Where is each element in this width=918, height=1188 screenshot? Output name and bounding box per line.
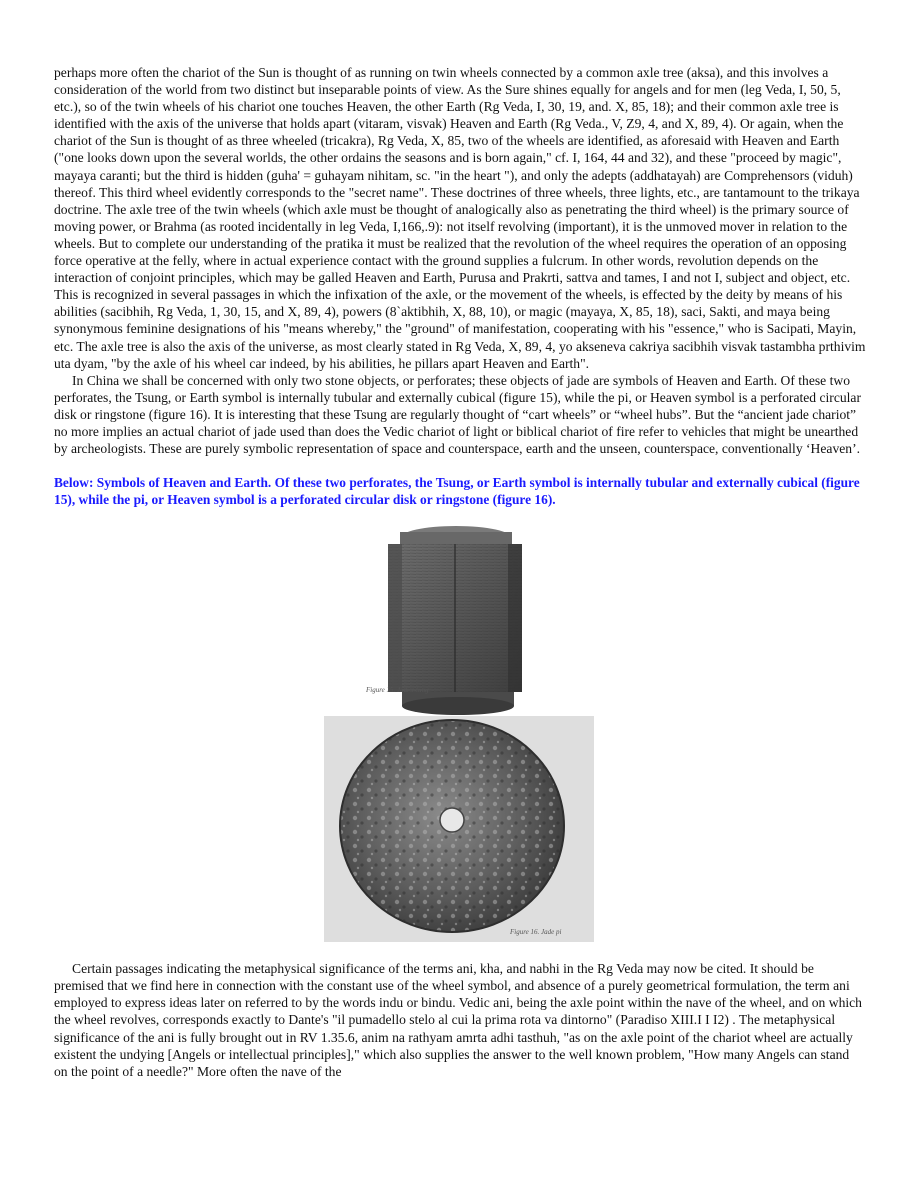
figure-caption: Below: Symbols of Heaven and Earth. Of these two perforates, the Tsung, or Earth symbol is internally tubular and externally cubical (figure 15), while the pi, or Heaven symbol is a perforated circular disk or ringstone (figure 16). [54,475,860,508]
body-paragraph: perhaps more often the chariot of the Sun is thought of as running on twin wheels connected by a common axle tree (aksa), and this involves a consideration of the world from two distinct but inseparable points of view. As the Sure shines equally for angels and for men (leg Veda, I, 50, 5, etc.), so of the twin wheels of his chariot one touches Heaven, the other Earth (Rg Veda, I, 30, 19, and. X, 85, 18); and their common axle tree is identified with the axis of the universe that holds apart (vitaram, visvak) Heaven and Earth (Rg Veda., V, Z9, 4, and X, 89, 4). Or again, when the chariot of the Sun is thought of as three wheeled (tricakra), Rg Veda, X, 85, two of the wheels are identified, as aforesaid with Heaven and Earth ("one looks down upon the several worlds, the other ordains the seasons and is born again," cf. I, 164, 44 and 32), and these "proceed by magic", mayaya caranti; but the third is hidden (guha' = guhayam nihitam, sc. "in the heart "), and only the adepts (addhatayah) are Comprehensors (viduh) thereof. This third wheel evidently corresponds to the "secret name". These doctrines of three wheels, three lights, etc., are tantamount to the trikaya doctrine. The axle tree of the twin wheels (which axle must be thought of analogically also as penetrating the third wheel) is the primary source of moving power, or Brahma (as rooted incidentally in leg Veda, I,166,.9): not itself revolving (important), it is the unmoved mover in relation to the wheels. But to complete our understanding of the pratika it must be realized that the revolution of the wheel requires the operation of an opposing force operative at the felly, where in actual experience contact with the ground supplies a fulcrum. In other words, revolution depends on the interaction of conjoint principles, which may be galled Heaven and Earth, Purusa and Prakrti, sattva and tames, I and not I, subject and object, etc. This is recognized in several passages in which the infixation of the axle, or the movement of the wheels, is effected by the deity by means of his abilities (sacibhih, Rg Veda, 1, 30, 15, and X, 89, 4), powers (8`aktibhih, X, 88, 10), or magic (mayaya, X, 85, 18), saci, Sakti, and maya being synonymous feminine designations of his "means whereby," the "ground" of manifestation, cooperating with his "essence," who is Sacipati, Mayin, etc. The axle tree is also the axis of the universe, as most clearly stated in Rg Veda, X, 89, 4, yo akseneva cakriya sacibhih visvak tastambha prthivim uta dyam, "by the axle of his wheel car indeed, by his abilities, he pillars apart Heaven and Earth". [54,65,866,371]
body-paragraph: In China we shall be concerned with only two stone objects, or perforates; these objects of jade are symbols of Heaven and Earth. Of these two perforates, the Tsung, or Earth symbol is internally tubular and externally cubical (figure 15), while the pi, or Heaven symbol is a perforated circular disk or ringstone (figure 16). It is interesting that these Tsung are regularly thought of “cart wheels” or “wheel hubs”. But the “ancient jade chariot” no more implies an actual chariot of jade used than does the Vedic chariot of light or biblical chariot of fire refer to vehicles that might be unearthed by archeologists. These are purely symbolic representation of space and counterspace, earth and the unseen, counterspace, conventionally ‘Heaven’. [54,372,861,457]
jade-tsung-image [344,522,552,716]
body-paragraph: Certain passages indicating the metaphysical significance of the terms ani, kha, and nabhi in the Rg Veda may now be cited. It should be premised that we find here in connection with the constant use of the wheel symbol, and absence of a purely geometrical formulation, the term ani employed to express ideas later on referred to by the words indu or bindu. Vedic ani, being the axle point within the nave of the wheel, and on which the wheel revolves, corresponds exactly to Dante's "il pumadello stelo al cui la prima rota va dintorno" (Paradiso XIII.I I I2) . The metaphysical significance of the ani is fully brought out in RV 1.35.6, anim na rathyam amrta adhi tasthuh, "as on the axle point of the chariot wheel are actually existent the undying [Angels or intellectual principles]," which also supplies the answer to the well known problem, "How many Angels can stand on the point of a needle?" More often the nave of the [54,961,862,1079]
figure-group [54,518,866,944]
document-page [54,64,866,1080]
figure-15-label: Figure 15. Jade ts'ung [366,686,429,695]
jade-pi-image [324,716,594,942]
figure-16-label: Figure 16. Jade pi [510,928,562,937]
